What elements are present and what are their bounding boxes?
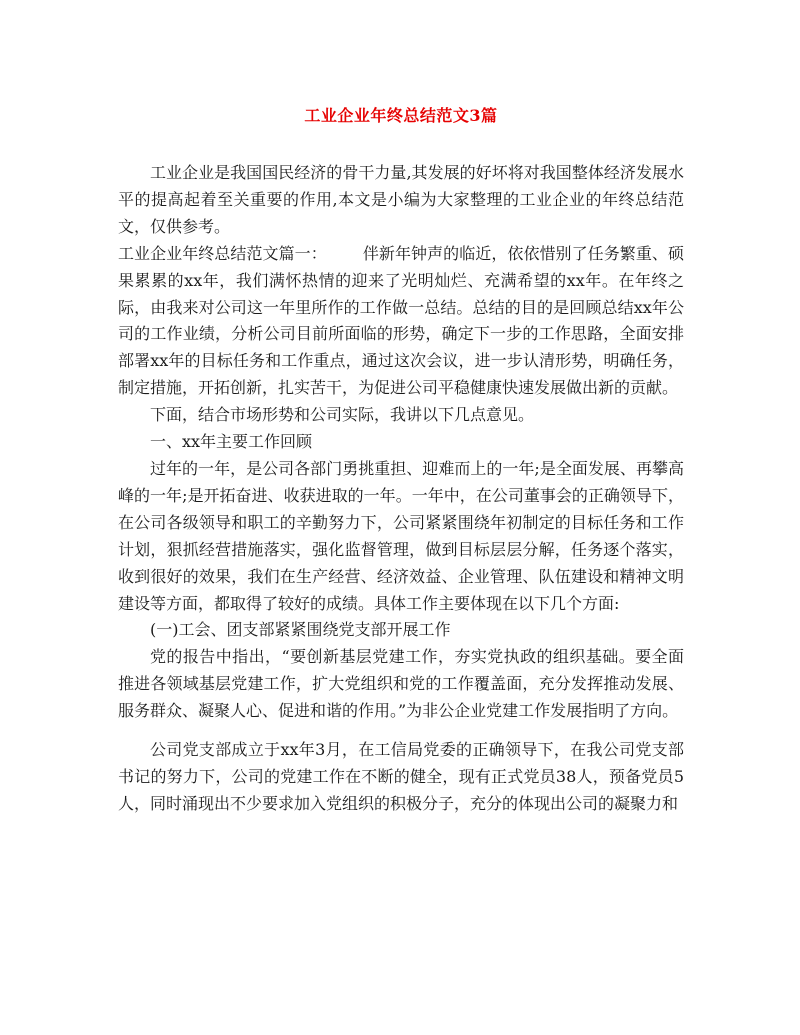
document-title: 工业企业年终总结范文3篇 — [304, 106, 498, 125]
body-paragraph-review: 过年的一年，是公司各部门勇挑重担、迎难而上的一年;是全面发展、再攀高峰的一年;是开拓奋进、收获进取的一年。一年中，在公司董事会的正确领导下，在公司各级领导和职工的辛勤努力下，公司紧紧围绕年初制定的目标任务和工作计划，狠抓经营措施落实，强化监督管理，做到目标层层分解，任务逐个落实，收到很好的效果，我们在生产经营、经济效益、企业管理、队伍建设和精神文明建设等方面，都取得了较好的成绩。具体工作主要体现在以下几个方面: — [118, 458, 684, 613]
section-paragraph — [118, 241, 684, 402]
section-heading: 工业企业年终总结范文篇一： — [118, 243, 327, 263]
body-paragraph-party-report: 党的报告中指出，“要创新基层党建工作，夯实党执政的组织基础。要全面推进各领域基层党建工作，扩大党组织和党的工作覆盖面，充分发挥推动发展、服务群众、凝聚人心、促进和谐的作用。”为非公企业党建工作发展指明了方向。 — [118, 647, 684, 721]
section-first-paragraph: 伴新年钟声的临近，依依惜别了任务繁重、硕果累累的xx年，我们满怀热情的迎来了光明灿烂、充满希望的xx年。在年终之际，由我来对公司这一年里所作的工作做一总结。总结的目的是回顾总结xx年公司的工作业绩，分析公司目前所面临的形势，确定下一步的工作思路，全面安排部署xx年的目标任务和工作重点，通过这次会议，进一步认清形势，明确任务，制定措施，开拓创新，扎实苦干，为促进公司平稳健康快速发展做出新的贡献。 — [118, 243, 684, 398]
body-paragraph-outline: 下面，结合市场形势和公司实际，我讲以下几点意见。 — [150, 405, 535, 425]
body-paragraph-party-branch: 公司党支部成立于xx年3月，在工信局党委的正确领导下，在我公司党支部书记的努力下，公司的党建工作在不断的健全，现有正式党员38人，预备党员5人，同时涌现出不少要求加入党组织的积极分子，充分的体现出公司的凝聚力和 — [118, 740, 684, 813]
document-body — [118, 160, 684, 818]
subheading-review: 一、xx年主要工作回顾 — [150, 432, 313, 452]
intro-paragraph: 工业企业是我国国民经济的骨干力量,其发展的好坏将对我国整体经济发展水平的提高起着至关重要的作用,本文是小编为大家整理的工业企业的年终总结范文，仅供参考。 — [118, 163, 684, 236]
subheading-union: (一)工会、团支部紧紧围绕党支部开展工作 — [150, 620, 451, 640]
